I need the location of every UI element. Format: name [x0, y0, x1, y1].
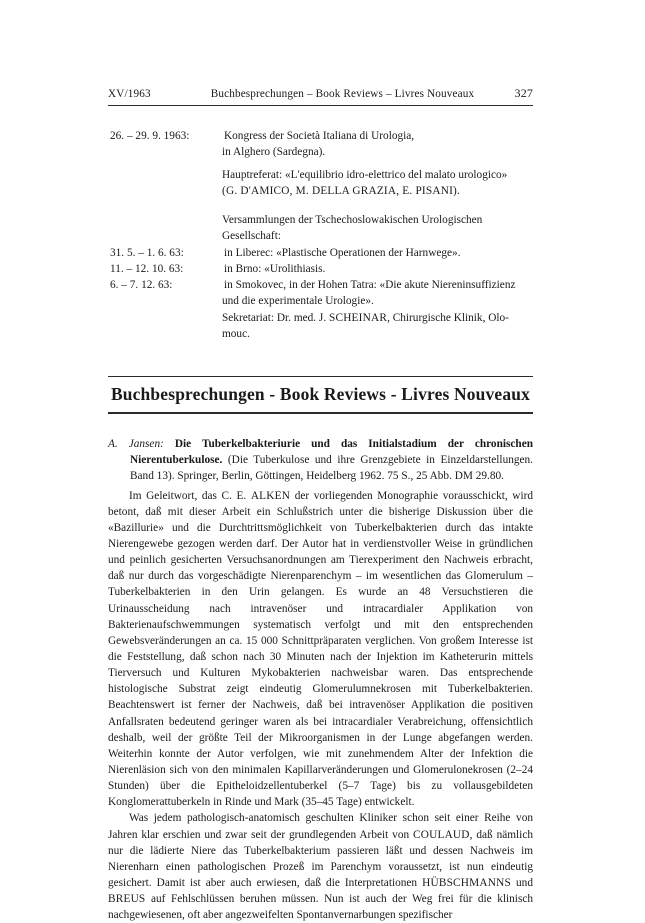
calendar-secretariat-city: mouc. [222, 327, 250, 340]
calendar-entry-text: in Liberec: «Plastische Operationen der Harnwege». [224, 246, 461, 259]
calendar-entry [108, 128, 533, 144]
review-p1-a: Im Geleitwort, das C. E. [129, 489, 251, 502]
review-p1-b: der vorliegenden Monographie vorausschickt, wird betont, daß mit dieser Arbeit ein Schlußstrich unter die bisherige Diskussion über die «Bazillurie» und die Durchtrittsmöglichkeit von Tuberkelbakterien durch das intakte Nierengewebe gezogen werden darf. Der Autor hat in verdienstvoller Weise in gründlichen und peinlich gesicherten Versuchsanordnungen am Tierexperiment den Nachweis erbracht, daß nur durch das vorgeschädigte Nierenparenchym – im wesentlichen das Glomerulum – Tuberkelbakterien in den Urin gelangen. Es wurde an 48 Versuchstieren die Urinausscheidung nach intravenöser und intracardialer Applikation von Bakterienaufschwemmungen systematisch verfolgt und mit den entsprechenden Gewebsveränderungen an ca. 15 000 Schnittpräparaten verglichen. Von großem Interesse ist die Feststellung, daß schon nach 30 Minuten nach der Injektion im Katheterurin mittels Tierversuch und Kulturen Mykobakterien nachweisbar waren. Das entsprechende histologische Substrat zeigt eindeutig Glomerulumnekrosen mit Tuberkelbakterien. Beachtenswert ist ferner der Nachweis, daß bei intravenöser Applikation die positiven Anfallsraten bedeutend geringer waren als bei intracardialer Verabreichung, offensichtlich deshalb, weil der größte Teil der Mikroorganismen in der Lunge abgefangen werden. Weiterhin konnte der Autor verfolgen, wie mit zunehmendem Alter der Infektion die Nierenläsion sich von den minimalen Kapillarveränderungen und Glomerulonekrosen (2–24 Stunden) über die Epitheloidzellentuberkel (5–7 Tage) bis zu vollausgebildeten Konglomerattuberkeln in Rinde und Mark (35–45 Tage) entwickelt. [108, 489, 534, 809]
calendar-entry-date: 11. – 12. 10. 63: [110, 262, 184, 275]
review-p2-b: , daß nämlich nur die lädierte Niere das Tuberkelbakterium passieren läßt und dessen Nachweis im Nierenharn einen pathologischen Prozeß im Parenchym voraussetzt, ist nun eindeutig gesichert. Damit ist aber auch erwiesen, daß die Interpretationen [108, 828, 533, 889]
calendar-entry-date: 31. 5. – 1. 6. 63: [110, 246, 184, 259]
page-number: 327 [514, 86, 533, 100]
review-citation [108, 436, 533, 484]
congress-calendar [108, 128, 533, 342]
calendar-entry-hauptreferat: Hauptreferat: «L'equilibrio idro-elettrico del malato urologico» [222, 168, 508, 181]
running-head-volume: XV/1963 [108, 88, 151, 100]
book-review [108, 436, 533, 923]
review-p2-name-coulaud: COULAUD [413, 828, 470, 841]
spacer [108, 199, 533, 212]
calendar-entry-text: in Brno: «Urolithiasis. [224, 262, 326, 275]
calendar-entry [108, 261, 533, 277]
calendar-entry-text: in Smokovec, in der Hohen Tatra: «Die akute Niereninsuffizienz [224, 279, 516, 292]
review-p2-name-hubschmanns: HÜBSCHMANNS [422, 876, 511, 889]
review-p2-name-breus: BREUS [108, 893, 146, 906]
calendar-secretariat: Sekretariat: Dr. med. J. SCHEINAR, Chirurgische Klinik, Olo- [222, 311, 509, 324]
review-author: A. Jansen: [108, 438, 164, 451]
banner-title: Buchbesprechungen - Book Reviews - Livres Nouveaux [110, 384, 531, 405]
review-p2-d: auf Fehlschlüssen beruhen müssen. Nun ist auch der Weg frei für die klinisch nachgewiesenen, oft aber angezweifelten Spontanvernarbungen spezifischer [108, 893, 533, 922]
calendar-group-heading-line1: Versammlungen der Tschechoslowakischen Urologischen [222, 214, 483, 227]
calendar-entry [108, 277, 533, 293]
calendar-group-heading-line2: Gesellschaft: [222, 230, 281, 243]
secretariat-name: SCHEINAR [328, 311, 388, 324]
review-p1-name-alken: ALKEN [250, 489, 291, 502]
review-paragraph-2 [108, 810, 533, 923]
review-citation-text [108, 436, 533, 484]
calendar-entry [108, 245, 533, 261]
review-p2-c: und [510, 876, 533, 889]
review-title: Die Tuberkelbakteriurie und das Initialstadium der chronischen Nierentuberkulose. [130, 438, 533, 467]
review-p2-a: Was jedem pathologisch-anatomisch geschulten Kliniker schon seit einer Reihe von Jahren klar erschien und zwar seit der grundlegenden Arbeit von [108, 812, 533, 841]
review-publication: (Die Tuberkulose und ihre Grenzgebiete in Einzeldarstellungen. Band 13). Springer, Berlin, Göttingen, Heidelberg 1962. 75 S., 25 Abb. DM 29.80. [130, 454, 534, 483]
running-head-rule [108, 105, 533, 106]
page-content [108, 86, 533, 923]
running-head-title: Buchbesprechungen – Book Reviews – Livres Nouveaux [210, 88, 475, 100]
review-paragraph-1 [108, 488, 533, 811]
calendar-entry-date: 26. – 29. 9. 1963: [110, 130, 190, 142]
section-banner [108, 376, 533, 414]
calendar-entry-location: in Alghero (Sardegna). [222, 146, 326, 159]
calendar-entry-continuation: und die experimentale Urologie». [222, 295, 374, 308]
calendar-entry-speakers: (G. D'AMICO, M. DELLA GRAZIA, E. PISANI). [222, 184, 461, 197]
calendar-entry-title: Kongress der Società Italiana di Urologia, [224, 130, 415, 142]
calendar-entry-date: 6. – 7. 12. 63: [110, 279, 173, 292]
running-head [108, 86, 533, 104]
banner-rule-bottom [108, 412, 533, 414]
